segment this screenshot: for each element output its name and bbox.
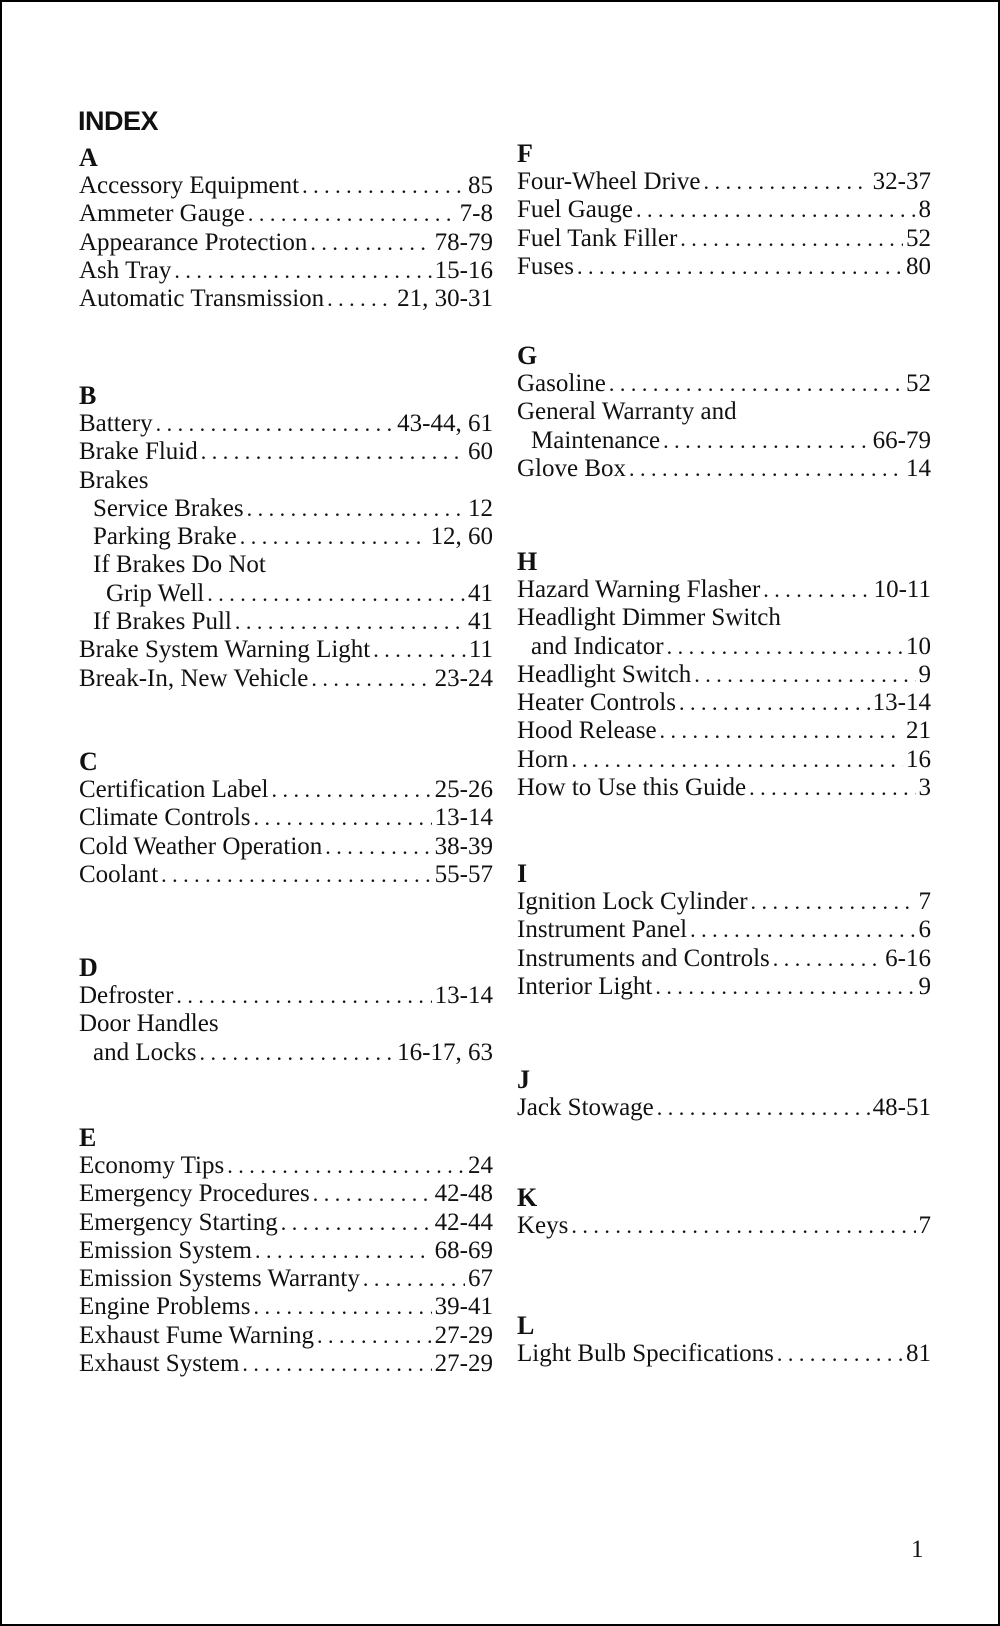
entry-label: and Locks <box>93 1038 197 1066</box>
dot-leader <box>363 1265 465 1293</box>
index-entry <box>517 225 931 253</box>
dot-leader <box>577 253 903 281</box>
index-entry <box>517 398 931 426</box>
index-section-d <box>79 954 493 1067</box>
entry-page-ref: 41 <box>468 608 493 636</box>
entry-page-ref: 16 <box>906 745 931 773</box>
entry-page-ref: 9 <box>918 972 931 1000</box>
entry-label: Climate Controls <box>79 804 251 832</box>
entry-label: Battery <box>79 410 153 437</box>
entry-label: If Brakes Pull <box>93 608 232 636</box>
index-entry <box>517 427 931 455</box>
dot-leader <box>327 285 394 313</box>
entry-label: Certification Label <box>79 776 269 803</box>
index-entry <box>79 861 493 889</box>
entry-label: Brakes <box>79 466 149 494</box>
entry-page-ref: 80 <box>906 252 931 280</box>
index-section-k <box>517 1184 931 1240</box>
index-entry <box>517 1340 931 1368</box>
index-entry <box>79 1180 493 1208</box>
entry-label: Fuel Tank Filler <box>517 224 678 252</box>
entry-page-ref: 43-44, 61 <box>397 410 493 437</box>
entry-label: Break-In, New Vehicle <box>79 664 309 692</box>
entry-page-ref: 27-29 <box>434 1321 493 1349</box>
entry-page-ref: 41 <box>468 579 493 607</box>
entry-page-ref: 14 <box>906 454 931 482</box>
entry-page-ref: 11 <box>468 636 493 664</box>
index-entry <box>79 804 493 832</box>
entry-page-ref: 10 <box>906 632 931 660</box>
entry-label: Accessory Equipment <box>79 172 300 199</box>
dot-leader <box>571 1212 915 1240</box>
entry-label: Fuel Gauge <box>517 196 633 224</box>
entry-page-ref: 60 <box>468 438 493 466</box>
dot-leader <box>680 225 903 253</box>
index-section-h <box>517 548 931 802</box>
entry-label: Instrument Panel <box>517 916 688 944</box>
index-entry <box>517 455 931 483</box>
section-letter: C <box>79 747 98 776</box>
index-entry <box>517 168 931 196</box>
entry-page-ref: 42-48 <box>434 1180 493 1208</box>
index-entry <box>517 717 931 745</box>
index-entry <box>79 1010 493 1038</box>
index-entry <box>517 253 931 281</box>
index-entry <box>517 746 931 774</box>
entry-page-ref: 7-8 <box>459 200 493 228</box>
index-entry <box>517 661 931 689</box>
entry-label: Grip Well <box>106 579 205 607</box>
dot-leader <box>247 495 465 523</box>
index-entry <box>517 774 931 802</box>
entry-label: Appearance Protection <box>79 228 308 256</box>
index-entry <box>517 604 931 632</box>
index-section-a <box>79 144 493 313</box>
index-entry <box>79 636 493 664</box>
entry-label: Parking Brake <box>93 523 237 551</box>
entry-page-ref: 6-16 <box>885 944 931 972</box>
index-entry <box>79 551 493 579</box>
index-entry <box>517 576 931 604</box>
entry-label: Instruments and Controls <box>517 944 770 972</box>
dot-leader <box>703 168 869 196</box>
dot-leader <box>199 1039 394 1067</box>
entry-page-ref: 32-37 <box>872 168 931 195</box>
index-section-f <box>517 140 931 281</box>
index-entry <box>79 285 493 313</box>
index-entry <box>517 1094 931 1122</box>
section-letter: A <box>79 143 98 172</box>
dot-leader <box>313 1180 432 1208</box>
entry-label: General Warranty and <box>517 398 737 426</box>
index-entry <box>79 1350 493 1378</box>
dot-leader <box>207 580 465 608</box>
entry-label: Emergency Procedures <box>79 1180 310 1208</box>
index-section-e <box>79 1124 493 1378</box>
entry-label: Ammeter Gauge <box>79 200 245 228</box>
entry-page-ref: 55-57 <box>434 860 493 888</box>
entry-label: Economy Tips <box>79 1152 225 1179</box>
dot-leader <box>317 1322 432 1350</box>
section-letter: B <box>79 381 97 410</box>
entry-label: Four-Wheel Drive <box>517 168 701 195</box>
page-title: INDEX <box>78 106 159 136</box>
entry-page-ref: 10-11 <box>873 576 931 603</box>
index-entry <box>79 1293 493 1321</box>
dot-leader <box>657 1094 870 1122</box>
entry-page-ref: 81 <box>906 1340 931 1367</box>
entry-page-ref: 12 <box>468 494 493 522</box>
dot-leader <box>690 916 915 944</box>
dot-leader <box>679 689 870 717</box>
entry-label: How to Use this Guide <box>517 774 747 802</box>
entry-label: Service Brakes <box>93 494 244 522</box>
entry-label: Headlight Switch <box>517 660 692 688</box>
entry-label: Coolant <box>79 860 159 888</box>
index-entry <box>517 1212 931 1240</box>
dot-leader <box>174 257 431 285</box>
entry-label: Brake System Warning Light <box>79 636 371 664</box>
section-letter: J <box>517 1065 530 1094</box>
index-entry <box>79 1152 493 1180</box>
dot-leader <box>161 861 432 889</box>
index-entry <box>79 257 493 285</box>
dot-leader <box>777 1340 903 1368</box>
entry-page-ref: 25-26 <box>434 776 493 803</box>
dot-leader <box>311 665 431 693</box>
dot-leader <box>667 633 903 661</box>
index-entry <box>517 689 931 717</box>
index-entry <box>517 973 931 1001</box>
index-entry <box>79 1265 493 1293</box>
entry-page-ref: 48-51 <box>872 1094 931 1121</box>
entry-label: Ash Tray <box>79 256 172 284</box>
entry-label: Headlight Dimmer Switch <box>517 604 781 632</box>
index-entry <box>79 1237 493 1265</box>
entry-page-ref: 8 <box>918 196 931 224</box>
dot-leader <box>751 888 916 916</box>
entry-label: Glove Box <box>517 454 627 482</box>
index-entry <box>79 776 493 804</box>
dot-leader <box>255 1237 432 1265</box>
dot-leader <box>227 1152 465 1180</box>
entry-page-ref: 6 <box>918 916 931 944</box>
index-entry <box>79 467 493 495</box>
index-section-i <box>517 860 931 1001</box>
entry-page-ref: 15-16 <box>434 256 493 284</box>
index-entry <box>79 1322 493 1350</box>
dot-leader <box>663 427 870 455</box>
dot-leader <box>655 973 915 1001</box>
entry-page-ref: 3 <box>918 774 931 802</box>
entry-label: Maintenance <box>531 426 661 454</box>
index-section-j <box>517 1066 931 1122</box>
entry-label: Horn <box>517 745 569 773</box>
section-letter: D <box>79 953 98 982</box>
index-entry <box>79 608 493 636</box>
entry-page-ref: 23-24 <box>434 664 493 692</box>
entry-label: Defroster <box>79 982 174 1009</box>
index-entry <box>517 945 931 973</box>
entry-label: Automatic Transmission <box>79 285 325 313</box>
index-entry <box>79 523 493 551</box>
dot-leader <box>636 196 916 224</box>
entry-label: Exhaust Fume Warning <box>79 1321 314 1349</box>
entry-page-ref: 21, 30-31 <box>397 285 493 313</box>
index-entry <box>79 1039 493 1067</box>
entry-label: Gasoline <box>517 370 606 397</box>
index-entry <box>79 438 493 466</box>
dot-leader <box>629 455 903 483</box>
entry-page-ref: 13-14 <box>434 982 493 1009</box>
section-letter: E <box>79 1123 97 1152</box>
index-entry <box>79 833 493 861</box>
entry-label: Light Bulb Specifications <box>517 1340 774 1367</box>
entry-label: Ignition Lock Cylinder <box>517 888 748 915</box>
entry-page-ref: 21 <box>906 717 931 745</box>
section-letter: F <box>517 139 533 168</box>
index-entry <box>79 1209 493 1237</box>
index-section-b <box>79 382 493 693</box>
entry-page-ref: 78-79 <box>434 228 493 256</box>
entry-label: Cold Weather Operation <box>79 832 323 860</box>
entry-page-ref: 38-39 <box>434 832 493 860</box>
entry-label: Fuses <box>517 252 574 280</box>
entry-label: Emergency Starting <box>79 1208 278 1236</box>
dot-leader <box>235 608 465 636</box>
index-section-l <box>517 1312 931 1368</box>
entry-label: Hazard Warning Flasher <box>517 576 761 603</box>
section-letter: K <box>517 1183 538 1212</box>
dot-leader <box>201 438 465 466</box>
entry-label: Brake Fluid <box>79 438 198 466</box>
dot-leader <box>763 576 870 604</box>
index-section-g <box>517 342 931 483</box>
index-entry <box>517 633 931 661</box>
entry-label: Engine Problems <box>79 1293 251 1321</box>
entry-label: Keys <box>517 1212 569 1239</box>
entry-page-ref: 7 <box>918 1212 931 1239</box>
entry-label: If Brakes Do Not <box>93 551 266 579</box>
index-entry <box>79 200 493 228</box>
section-letter: G <box>517 341 538 370</box>
entry-label: Jack Stowage <box>517 1094 654 1121</box>
dot-leader <box>773 945 882 973</box>
entry-page-ref: 42-44 <box>434 1208 493 1236</box>
entry-page-ref: 7 <box>918 888 931 915</box>
entry-label: Heater Controls <box>517 689 676 717</box>
dot-leader <box>240 523 428 551</box>
entry-page-ref: 16-17, 63 <box>397 1038 493 1066</box>
index-entry <box>79 982 493 1010</box>
section-letter: H <box>517 547 538 576</box>
entry-label: Emission Systems Warranty <box>79 1265 360 1293</box>
entry-page-ref: 68-69 <box>434 1236 493 1264</box>
index-section-c <box>79 748 493 889</box>
dot-leader <box>272 776 432 804</box>
entry-page-ref: 13-14 <box>872 689 931 717</box>
entry-page-ref: 52 <box>906 224 931 252</box>
entry-page-ref: 39-41 <box>434 1293 493 1321</box>
entry-page-ref: 52 <box>906 370 931 397</box>
index-entry <box>517 916 931 944</box>
dot-leader <box>248 200 457 228</box>
entry-label: Exhaust System <box>79 1350 240 1378</box>
section-letter: L <box>517 1311 535 1340</box>
entry-page-ref: 27-29 <box>434 1350 493 1378</box>
dot-leader <box>310 229 431 257</box>
dot-leader <box>242 1350 431 1378</box>
dot-leader <box>156 410 395 438</box>
entry-page-ref: 12, 60 <box>430 523 493 551</box>
entry-page-ref: 24 <box>468 1152 493 1179</box>
index-entry <box>517 370 931 398</box>
index-entry <box>79 665 493 693</box>
dot-leader <box>254 1293 432 1321</box>
entry-page-ref: 9 <box>918 660 931 688</box>
entry-label: Emission System <box>79 1236 252 1264</box>
entry-page-ref: 67 <box>468 1265 493 1293</box>
index-entry <box>79 410 493 438</box>
entry-label: Door Handles <box>79 1010 219 1038</box>
page-number: 1 <box>911 1536 924 1563</box>
dot-leader <box>281 1209 432 1237</box>
entry-page-ref: 85 <box>468 172 493 199</box>
entry-page-ref: 13-14 <box>434 804 493 832</box>
section-letter: I <box>517 859 528 888</box>
entry-page-ref: 66-79 <box>872 426 931 454</box>
dot-leader <box>325 833 431 861</box>
dot-leader <box>254 804 432 832</box>
dot-leader <box>749 774 915 802</box>
index-entry <box>79 580 493 608</box>
entry-label: and Indicator <box>531 632 664 660</box>
dot-leader <box>302 172 465 200</box>
dot-leader <box>373 636 466 664</box>
index-entry <box>517 888 931 916</box>
index-entry <box>79 172 493 200</box>
dot-leader <box>176 982 431 1010</box>
index-entry <box>79 229 493 257</box>
dot-leader <box>694 661 915 689</box>
index-entry <box>79 495 493 523</box>
index-entry <box>517 196 931 224</box>
dot-leader <box>571 746 903 774</box>
dot-leader <box>609 370 903 398</box>
entry-label: Hood Release <box>517 717 657 745</box>
entry-label: Interior Light <box>517 972 653 1000</box>
dot-leader <box>660 717 903 745</box>
